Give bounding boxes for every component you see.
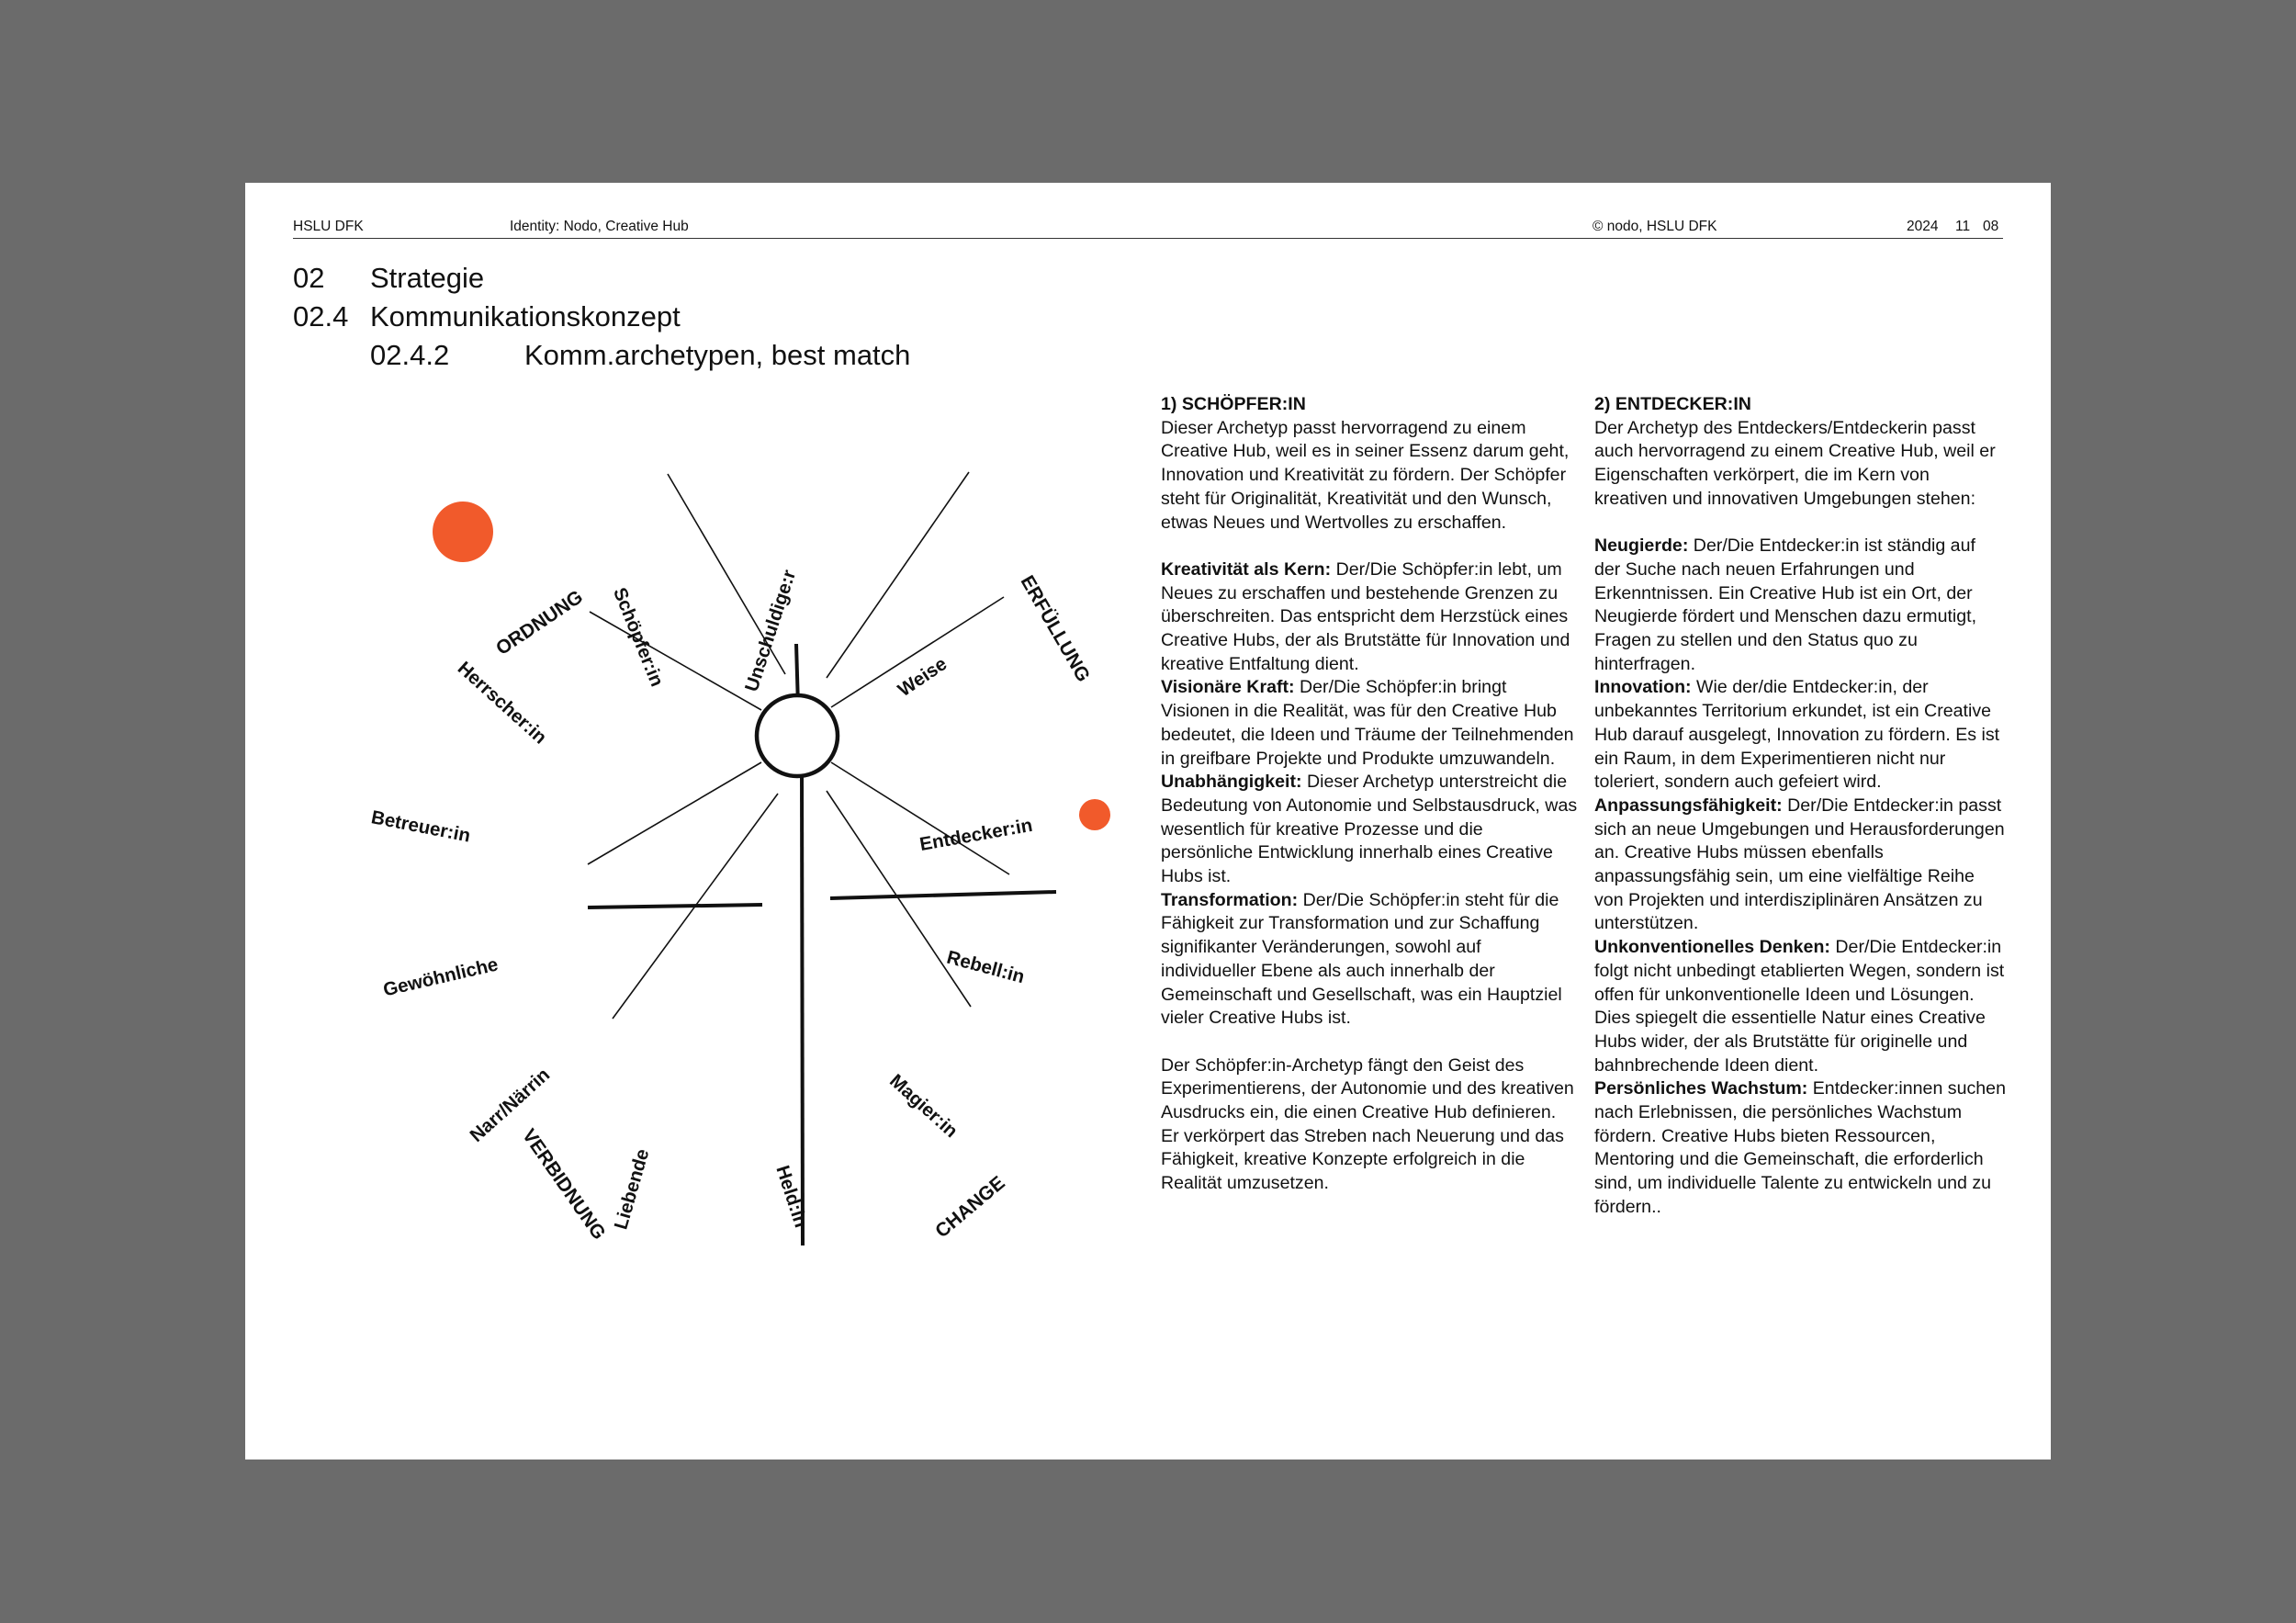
header-month: 11 — [1955, 219, 1971, 234]
item-text: Der/Die Schöpfer:in steht für die Fähigkeit zur Transformation und zur Schaffung signifikanter Veränderungen, sowohl auf individueller Ebene als auch innerhalb der Gemeinschaft und Gesellschaft, was ein Hauptziel vieler Creative Hubs ist. — [1161, 889, 1562, 1029]
archetype-label-held: Held:in — [771, 1163, 812, 1231]
quadrant-label-change: CHANGE — [931, 1172, 1009, 1243]
heading-2-title: Kommunikationskonzept — [370, 300, 681, 332]
quadrant-label-erfuellung: ERFÜLLUNG — [1016, 571, 1095, 686]
archetype-label-weise: Weise — [894, 653, 951, 702]
column-title: 1) SCHÖPFER:IN — [1161, 394, 1306, 414]
item-label: Transformation: — [1161, 889, 1299, 910]
column-intro: Der Archetyp des Entdeckers/Entdeckerin passt auch hervorragend zu einem Creative Hub, weil er Eigenschaften verkörpert, die im Kern von kreativen und innovativen Umgebungen stehen: — [1594, 417, 1996, 509]
column-item — [1594, 1077, 2006, 1219]
best-match-marker-small — [1079, 799, 1110, 830]
document-page — [245, 183, 2051, 1460]
item-label: Persönliches Wachstum: — [1594, 1078, 1808, 1099]
header-page-number: 08 — [1983, 219, 1999, 234]
header-year: 2024 — [1907, 219, 1939, 234]
archetype-label-liebende: Liebende — [610, 1146, 654, 1233]
item-label: Kreativität als Kern: — [1161, 558, 1332, 580]
heading-1-title: Strategie — [370, 262, 485, 294]
item-text: Der/Die Entdecker:in folgt nicht unbedingt etablierten Wegen, sondern ist offen für unkonventionelle Ideen und Lösungen. Dies spiegelt die essentielle Natur eines Creative Hubs wider, der als Brutstätte für originelle und bahnbrechende Ideen dient. — [1594, 937, 2005, 1076]
header-copyright: © nodo, HSLU DFK — [1593, 219, 1717, 234]
column-title: 2) ENTDECKER:IN — [1594, 394, 1751, 414]
item-label: Neugierde: — [1594, 535, 1689, 557]
archetype-label-entdecker: Entdecker:in — [917, 814, 1034, 856]
item-label: Unabhängigkeit: — [1161, 772, 1302, 793]
archetype-label-narr: Narr/Närrin — [466, 1064, 555, 1146]
archetype-label-herrscher: Herrscher:in — [453, 657, 551, 749]
column-item — [1161, 558, 1579, 677]
column-item — [1594, 936, 2006, 1077]
item-label: Anpassungsfähigkeit: — [1594, 795, 1783, 816]
item-text: Dieser Archetyp unterstreicht die Bedeutung von Autonomie und Selbstausdruck, was wesentlich für kreative Prozesse und die persönliche Entwicklung innerhalb eines Creative Hubs ist. — [1161, 772, 1578, 887]
item-text: Der/Die Entdecker:in ist ständig auf der Suche nach neuen Erfahrungen und Erkenntnissen. Ein Creative Hub ist ein Ort, der Neugierde fördert und Menschen dazu ermutigt, Fragen zu stellen und den Status quo zu hinterfragen. — [1594, 535, 1977, 674]
header-org: HSLU DFK — [293, 219, 364, 234]
archetype-label-gewoehnliche: Gewöhnliche — [381, 953, 501, 1001]
column-item — [1594, 795, 2006, 936]
column-outro: Der Schöpfer:in-Archetyp fängt den Geist des Experimentierens, der Autonomie und des kreativen Ausdrucks ein, die einen Creative Hub definieren. Er verkörpert das Streben nach Neuerung und das Fähigkeit, kreative Konzepte erfolgreich in die Realität umzusetzen. — [1161, 1054, 1574, 1194]
best-match-marker-large — [433, 502, 493, 562]
archetype-label-schoepfer: Schöpfer:in — [609, 584, 668, 690]
item-label: Visionäre Kraft: — [1161, 677, 1295, 698]
heading-1-number: 02 — [293, 262, 325, 294]
item-text: Wie der/die Entdecker:in, der unbekanntes Territorium erkundet, ist ein Creative Hub darauf ausgelegt, Innovation zu fördern. Es ist ein Raum, in dem Experimentieren nicht nur toleriert, sondern auch gefeiert wird. — [1594, 677, 2000, 793]
archetype-label-rebell: Rebell:in — [944, 946, 1028, 988]
text-column-entdecker — [1594, 393, 2006, 1220]
archetype-label-unschuldige: Unschuldige:r — [740, 567, 801, 694]
quadrant-label-verbindung: VERBIDNUNG — [517, 1125, 610, 1244]
column-item — [1161, 889, 1579, 1031]
archetype-label-magier: Magier:in — [885, 1070, 962, 1143]
wheel-hub — [757, 695, 838, 776]
heading-2-number: 02.4 — [293, 300, 349, 332]
column-item — [1161, 676, 1579, 771]
column-intro: Dieser Archetyp passt hervorragend zu einem Creative Hub, weil es in seiner Essenz darum geht, Innovation und Kreativität zu fördern. Der Schöpfer steht für Originalität, Kreativität und den Wunsch, etwas Neues und Wertvolles zu erschaffen. — [1161, 417, 1570, 533]
item-text: Der/Die Entdecker:in passt sich an neue Umgebungen und Herausforderungen an. Creative Hubs müssen ebenfalls anpassungsfähig sein, um eine vielfältige Reihe von Projekten und interdisziplinären Ansätzen zu unterstützen. — [1594, 795, 2005, 934]
column-item — [1594, 535, 2006, 676]
item-text: Der/Die Schöpfer:in bringt Visionen in die Realität, was für den Creative Hub bedeutet, die Ideen und Träume der Teilnehmenden in greifbare Projekte und Produkte umzuwandeln. — [1161, 677, 1574, 769]
heading-3-number: 02.4.2 — [370, 339, 450, 371]
column-item — [1161, 771, 1579, 889]
heading-3-title: Komm.archetypen, best match — [524, 339, 911, 371]
header-project: Identity: Nodo, Creative Hub — [510, 219, 689, 234]
archetype-label-betreuer: Betreuer:in — [369, 806, 473, 847]
quadrant-label-ordnung: ORDNUNG — [492, 586, 587, 660]
item-label: Unkonventionelles Denken: — [1594, 937, 1830, 958]
item-text: Der/Die Schöpfer:in lebt, um Neues zu erschaffen und bestehende Grenzen zu überschreiten. Das entspricht dem Herzstück eines Creative Hubs, der als Brutstätte für Innovation und kreative Entfaltung dient. — [1161, 558, 1570, 674]
item-text: Entdecker:innen suchen nach Erlebnissen, die persönliches Wachstum fördern. Creative Hubs bieten Ressourcen, Mentoring und die Gemeinschaft, die erforderlich sind, um individuelle Talente zu entwickeln und zu fördern.. — [1594, 1078, 2006, 1217]
text-column-schoepfer — [1161, 393, 1579, 1196]
item-label: Innovation: — [1594, 677, 1692, 698]
column-item — [1594, 676, 2006, 795]
